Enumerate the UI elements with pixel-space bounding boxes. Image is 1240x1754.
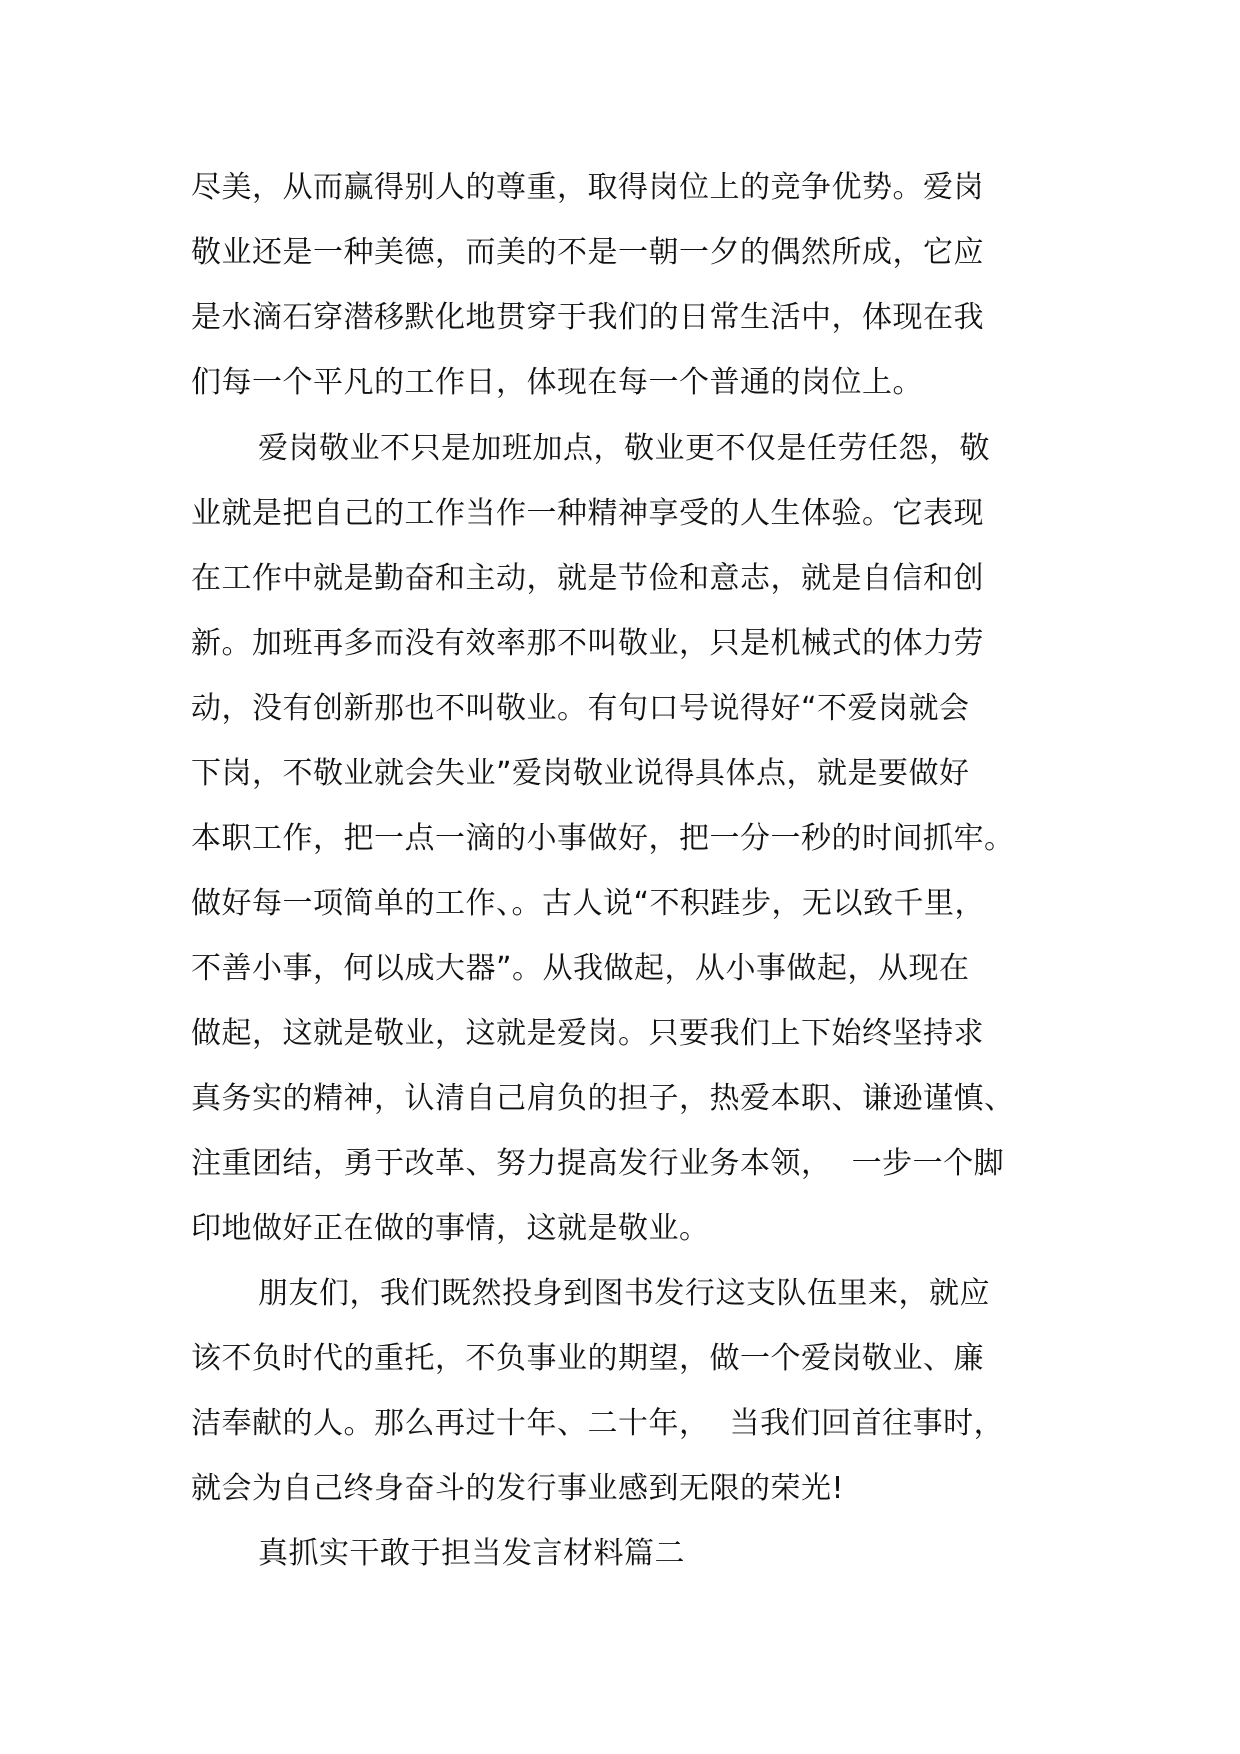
text-line: 尽美，从而赢得别人的尊重，取得岗位上的竞争优势。爱岗: [191, 170, 984, 205]
text-line: 敬业还是一种美德，而美的不是一朝一夕的偶然所成，它应: [191, 235, 984, 270]
text-line: 真务实的精神，认清自己肩负的担子，热爱本职、谦逊谨慎、: [191, 1081, 1015, 1116]
text-line: 动，没有创新那也不叫敬业。有句口号说得好“不爱岗就会: [191, 691, 970, 726]
paragraph-first-line: 爱岗敬业不只是加班加点，敬业更不仅是任劳任怨，敬: [258, 431, 990, 466]
text-line: 不善小事，何以成大器”。从我做起，从小事做起，从现在: [191, 951, 970, 986]
text-line: 注重团结，勇于改革、努力提高发行业务本领， 一步一个脚: [191, 1146, 1005, 1181]
text-line: 们每一个平凡的工作日，体现在每一个普通的岗位上。: [191, 365, 923, 400]
text-line: 在工作中就是勤奋和主动，就是节俭和意志，就是自信和创: [191, 561, 984, 596]
text-line: 印地做好正在做的事情，这就是敬业。: [191, 1211, 710, 1246]
section-heading: 真抓实干敢于担当发言材料篇二: [258, 1536, 685, 1571]
text-line: 下岗，不敬业就会失业”爱岗敬业说得具体点，就是要做好: [191, 756, 970, 791]
text-line: 做起，这就是敬业，这就是爱岗。只要我们上下始终坚持求: [191, 1016, 984, 1051]
paragraph-first-line: 朋友们，我们既然投身到图书发行这支队伍里来，就应: [258, 1276, 990, 1311]
text-line: 洁奉献的人。那么再过十年、二十年， 当我们回首往事时，: [191, 1406, 1005, 1441]
text-line: 就会为自己终身奋斗的发行事业感到无限的荣光!: [191, 1471, 845, 1506]
text-line: 本职工作，把一点一滴的小事做好，把一分一秒的时间抓牢。: [191, 821, 1015, 856]
text-line: 是水滴石穿潜移默化地贯穿于我们的日常生活中，体现在我: [191, 300, 984, 335]
text-line: 做好每一项简单的工作、。古人说“不积跬步，无以致千里，: [191, 886, 986, 921]
text-line: 该不负时代的重托，不负事业的期望，做一个爱岗敬业、廉: [191, 1341, 984, 1376]
text-line: 业就是把自己的工作当作一种精神享受的人生体验。它表现: [191, 496, 984, 531]
text-line: 新。加班再多而没有效率那不叫敬业，只是机械式的体力劳: [191, 626, 984, 661]
